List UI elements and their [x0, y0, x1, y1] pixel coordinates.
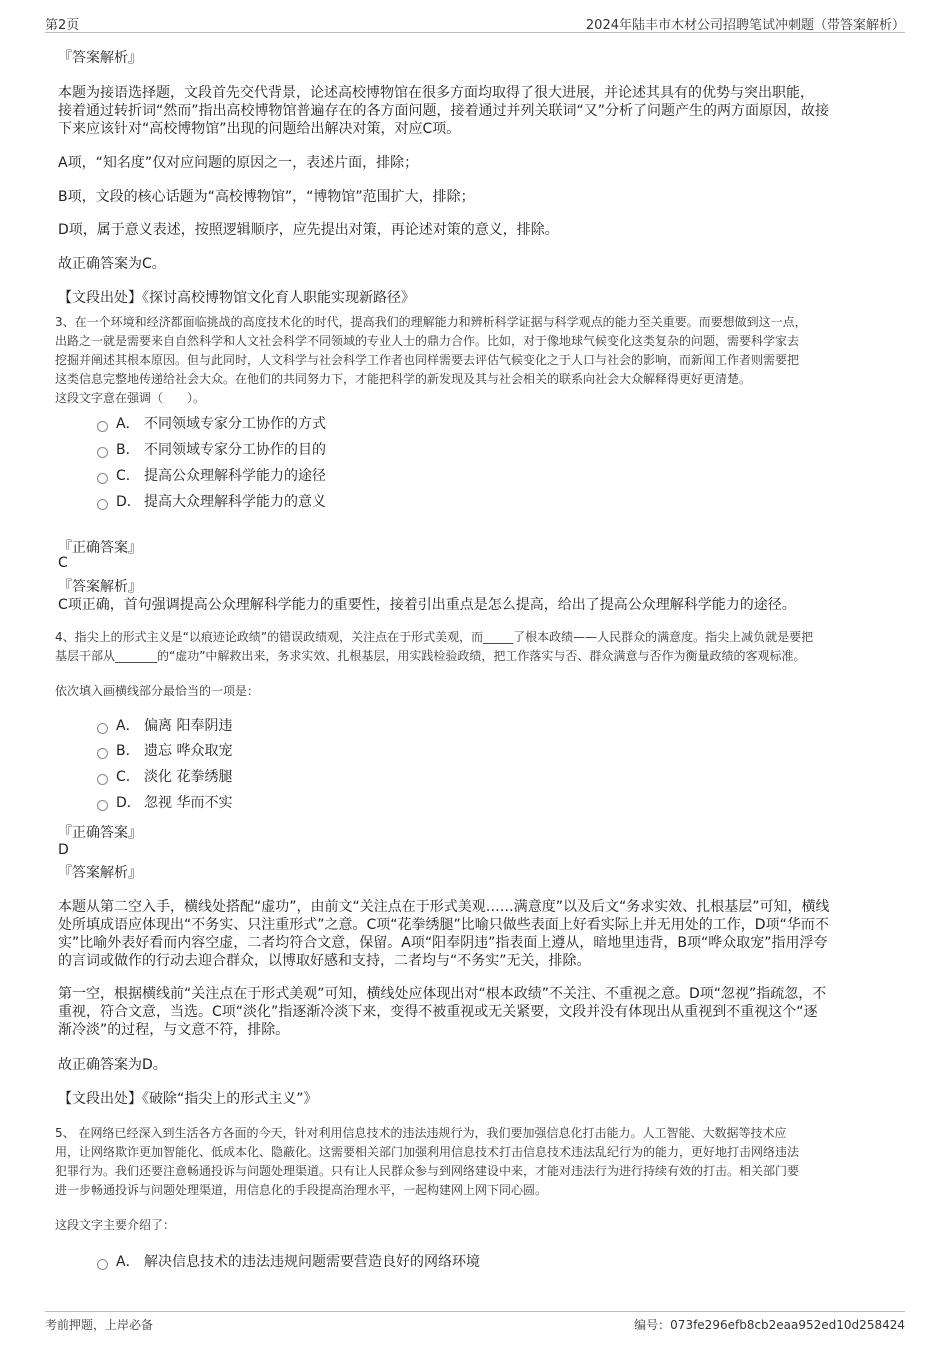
- page-number: 第2页: [45, 18, 80, 33]
- q3-option-c[interactable]: [97, 466, 326, 486]
- option-d-note: D项，属于意义表述，按照逻辑顺序，应先提出对策，再论述对策的意义，排除。: [58, 222, 559, 238]
- text-line: 渐冷淡”的过程，与文意不符，排除。: [58, 1022, 290, 1038]
- option-text: 偏离 阳奉阴违: [144, 718, 233, 734]
- question-4-prompt: 依次填入画横线部分最恰当的一项是：: [55, 684, 260, 698]
- analysis-label: 『答案解析』: [58, 579, 142, 595]
- analysis-paragraph: [58, 985, 826, 1039]
- question-4-stem: [55, 628, 813, 666]
- text-line: 犯罪行为。我们还要注意畅通投诉与问题处理渠道。只有让人民群众参与到网络建设中来，才能对违法行为进行持续有效的打击。相关部门要: [55, 1164, 800, 1178]
- text-line: 这类信息完整地传递给社会大众。在他们的共同努力下，才能把科学的新发现及其与社会相关的联系向社会大众解释得更好更清楚。: [55, 372, 752, 386]
- correct-answer-label: 『正确答案』: [58, 825, 142, 841]
- text-line: 重视，符合文意，当选。C项“淡化”指逐渐冷淡下来，变得不被重视或无关紧要，文段并没有体现出从重视到不重视这个“逐: [58, 1004, 818, 1020]
- text-line: 本题为接语选择题，文段首先交代背景，论述高校博物馆在很多方面均取得了很大进展，并论述其具有的优势与突出职能，: [58, 85, 814, 101]
- q3-option-a[interactable]: [97, 414, 326, 434]
- conclusion: 故正确答案为D。: [58, 1057, 167, 1073]
- option-letter: B．: [116, 442, 140, 458]
- option-text: 提高大众理解科学能力的意义: [144, 494, 326, 510]
- text-line: 5、 在网络已经深入到生活各方各面的今天，针对利用信息技术的违法违规行为，我们要加强信息化打击能力。人工智能、大数据等技术应: [55, 1126, 787, 1140]
- document-title: 2024年陆丰市木材公司招聘笔试冲刺题（带答案解析）: [585, 18, 905, 33]
- page-footer: [45, 1311, 905, 1334]
- question-5-stem: [55, 1124, 799, 1200]
- text-line: 本题从第二空入手，横线处搭配“虚功”，由前文“关注点在于形式美观……满意度”以及后文“务求实效、扎根基层”可知，横线: [58, 899, 830, 915]
- text-line: 用，让网络欺诈更加智能化、低成本化、隐蔽化。这需要相关部门加强利用信息技术打击信息技术违法乱纪行为的能力，更好地打击网络违法: [55, 1145, 800, 1159]
- q4-option-d[interactable]: [97, 793, 232, 813]
- footer-slogan: 考前押题，上岸必备: [45, 1318, 154, 1332]
- option-text: 不同领域专家分工协作的目的: [144, 442, 326, 458]
- text-line: 处所填成语应体现出“不务实、只注重形式”之意。C项“花拳绣腿”比喻只做些表面上好看实际上并无用处的工作，D项“华而不: [58, 917, 829, 933]
- option-text: 解决信息技术的违法违规问题需要营造良好的网络环境: [144, 1254, 480, 1270]
- correct-answer: C: [58, 555, 68, 571]
- radio-button-icon[interactable]: [97, 723, 108, 734]
- option-letter: C．: [116, 468, 140, 484]
- text-line: 3、在一个环境和经济都面临挑战的高度技术化的时代，提高我们的理解能力和辨析科学证据与科学观点的能力至关重要。而要想做到这一点，: [55, 315, 807, 329]
- correct-answer: D: [58, 842, 69, 858]
- correct-answer-label: 『正确答案』: [58, 540, 142, 556]
- q3-option-b[interactable]: [97, 440, 326, 460]
- source-citation: 【文段出处】《探讨高校博物馆文化育人职能实现新路径》: [58, 290, 415, 306]
- q4-option-b[interactable]: [97, 741, 232, 761]
- text-line: 基层干部从_______的“虚功”中解救出来，务求实效、扎根基层，用实践检验政绩，把工作落实与否、群众满意与否作为衡量政绩的客观标准。: [55, 649, 806, 663]
- conclusion: 故正确答案为C。: [58, 256, 166, 272]
- option-letter: A．: [116, 1254, 140, 1270]
- page-header: [45, 12, 905, 33]
- radio-button-icon[interactable]: [97, 421, 108, 432]
- radio-button-icon[interactable]: [97, 1259, 108, 1270]
- text-line: 这段文字意在强调（ ）。: [55, 391, 206, 405]
- q4-option-a[interactable]: [97, 716, 232, 736]
- analysis-text: [58, 84, 829, 138]
- question-3-stem: [55, 313, 807, 408]
- text-line: 进一步畅通投诉与问题处理渠道，用信息化的手段提高治理水平，一起构建网上网下同心圆。: [55, 1183, 548, 1197]
- text-line: 接着通过转折词“然而”指出高校博物馆普遍存在的各方面问题，接着通过并列关联词“又”分析了问题产生的两方面原因，故接: [58, 103, 830, 119]
- option-a-note: A项，“知名度”仅对应问题的原因之一，表述片面，排除；: [58, 155, 419, 171]
- q4-option-c[interactable]: [97, 767, 232, 787]
- text-line: 的言词或做作的行动去迎合群众，以博取好感和支持，二者均与“不务实”无关，排除。: [58, 953, 591, 969]
- analysis-label: 『答案解析』: [58, 865, 142, 881]
- option-text: 遗忘 哗众取宠: [144, 743, 233, 759]
- analysis-label: 『答案解析』: [58, 50, 142, 66]
- text-line: 4、指尖上的形式主义是“以痕迹论政绩”的错误政绩观，关注点在于形式美观，而_____了根本政绩——人民群众的满意度。指尖上减负就是要把: [55, 630, 814, 644]
- text-line: 下来应该针对“高校博物馆”出现的问题给出解决对策，对应C项。: [58, 121, 461, 137]
- option-text: 提高公众理解科学能力的途径: [144, 468, 326, 484]
- q3-option-d[interactable]: [97, 492, 326, 512]
- radio-button-icon[interactable]: [97, 748, 108, 759]
- option-letter: B．: [116, 743, 140, 759]
- option-letter: D．: [116, 795, 141, 811]
- option-text: 不同领域专家分工协作的方式: [144, 416, 326, 432]
- analysis-paragraph: [58, 898, 830, 970]
- text-line: 出路之一就是需要来自自然科学和人文社会科学不同领域的专业人士的鼎力合作。比如，对于像地球气候变化这类复杂的问题，需要科学家去: [55, 334, 800, 348]
- q5-option-a[interactable]: [97, 1252, 480, 1272]
- radio-button-icon[interactable]: [97, 473, 108, 484]
- option-letter: A．: [116, 718, 140, 734]
- option-b-note: B项，文段的核心话题为“高校博物馆”，“博物馆”范围扩大，排除；: [58, 189, 475, 205]
- option-letter: C．: [116, 769, 140, 785]
- radio-button-icon[interactable]: [97, 774, 108, 785]
- option-text: 淡化 花拳绣腿: [144, 769, 233, 785]
- source-citation: 【文段出处】《破除“指尖上的形式主义”》: [58, 1091, 318, 1107]
- text-line: 实”比喻外表好看而内容空虚，二者均符合文意，保留。A项“阳奉阴违”指表面上遵从，暗地里违背，B项“哗众取宠”指用浮夸: [58, 935, 828, 951]
- text-line: 挖掘并阐述其根本原因。但与此同时，人文科学与社会科学工作者也同样需要去评估气候变化之于人口与社会的影响，而新闻工作者则需要把: [55, 353, 800, 367]
- option-letter: D．: [116, 494, 141, 510]
- document-serial: 编号：073fe296efb8cb2eaa952ed10d258424: [634, 1318, 905, 1332]
- question-5-prompt: 这段文字主要介绍了：: [55, 1218, 176, 1232]
- option-letter: A．: [116, 416, 140, 432]
- analysis-text: C项正确，首句强调提高公众理解科学能力的重要性，接着引出重点是怎么提高，给出了提高公众理解科学能力的途径。: [58, 597, 796, 613]
- radio-button-icon[interactable]: [97, 499, 108, 510]
- text-line: 第一空，根据横线前“关注点在于形式美观”可知，横线处应体现出对“根本政绩”不关注、不重视之意。D项“忽视”指疏忽，不: [58, 986, 827, 1002]
- radio-button-icon[interactable]: [97, 800, 108, 811]
- option-text: 忽视 华而不实: [144, 795, 233, 811]
- radio-button-icon[interactable]: [97, 447, 108, 458]
